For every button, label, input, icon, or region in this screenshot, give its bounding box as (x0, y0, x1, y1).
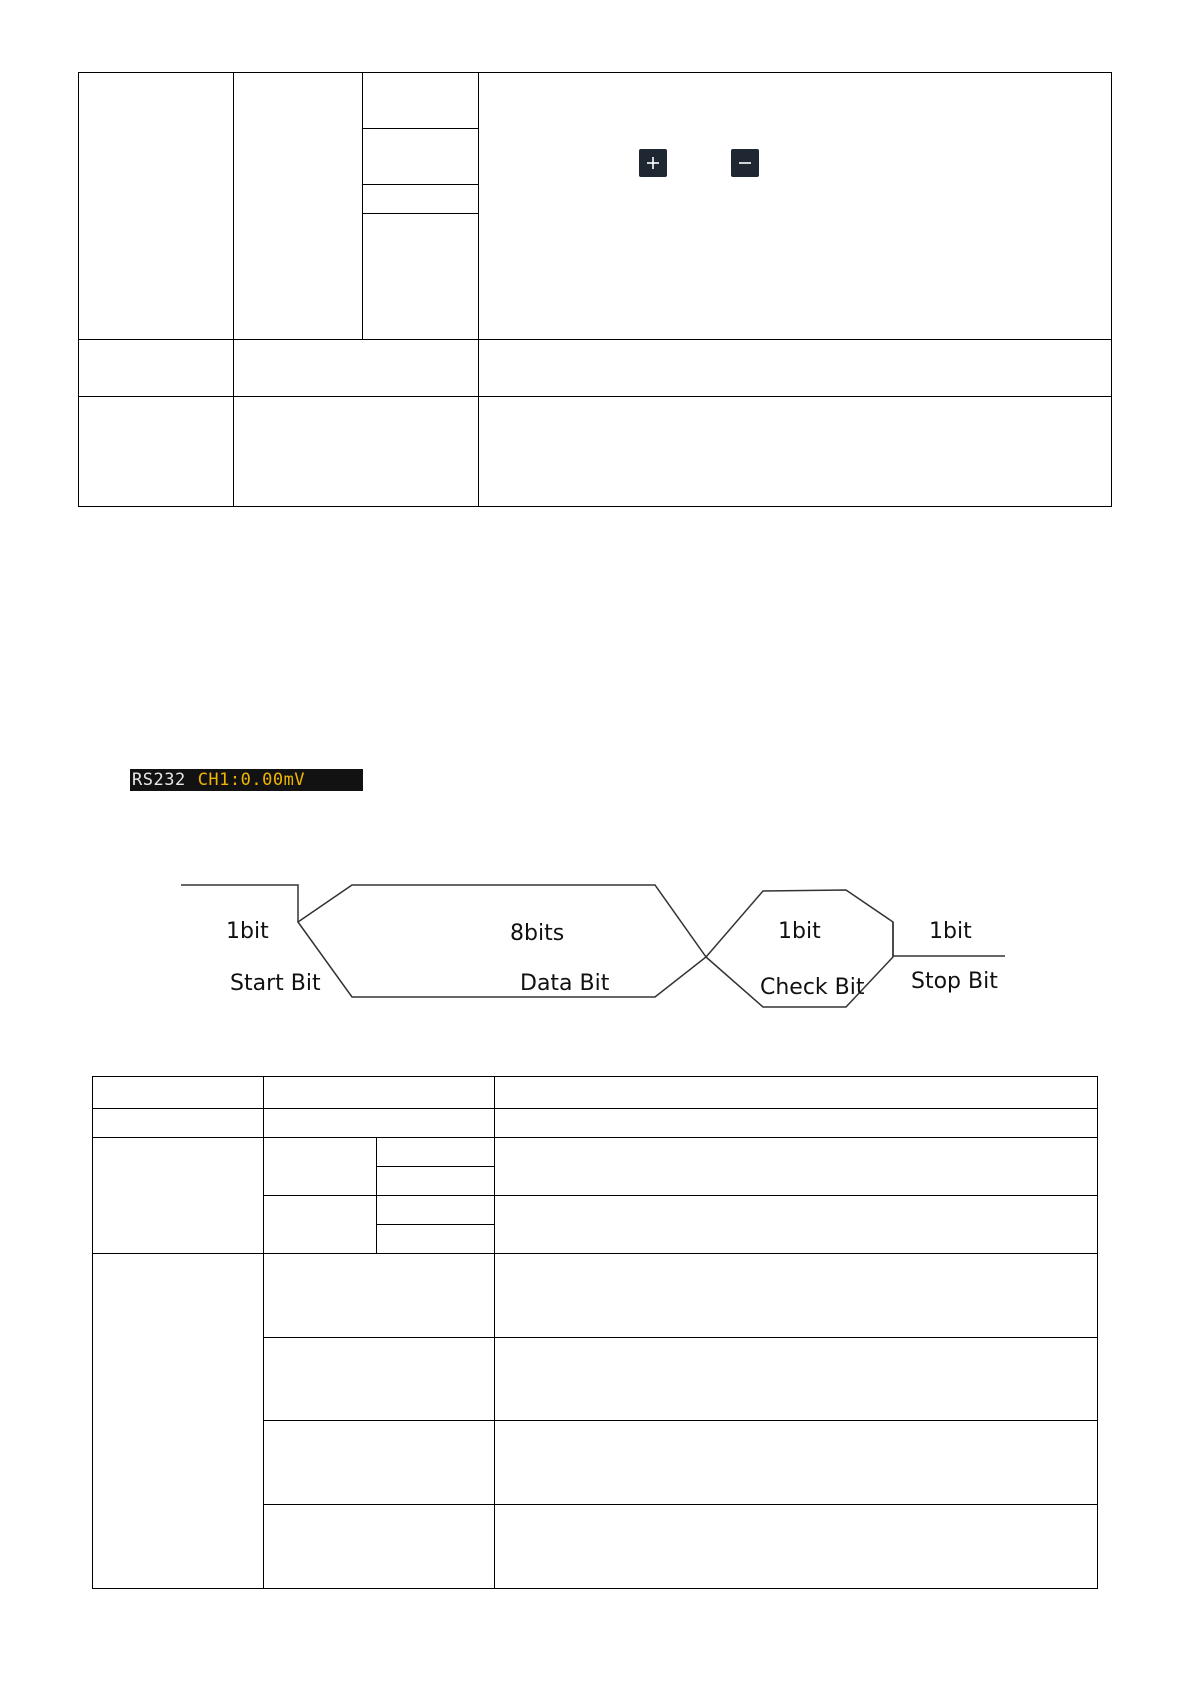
data-bit-label: Data Bit (520, 971, 610, 996)
data-bits-count: 8bits (510, 921, 565, 946)
lower-table-border-left (92, 1076, 93, 1589)
channel-level-readout: CH1:0.00mV (197, 770, 306, 790)
plus-button[interactable] (639, 149, 667, 177)
minus-button[interactable] (731, 149, 759, 177)
trigger-status-bar (130, 769, 363, 791)
lower-table-row-divider-4 (92, 1253, 1098, 1254)
upper-table-subrow-divider-3 (362, 213, 479, 214)
lower-table-subrow-divider-2 (376, 1224, 495, 1225)
lower-table-border-top (92, 1076, 1098, 1077)
lower-table-subrow-divider-1 (376, 1166, 495, 1167)
lower-table-col-divider-3 (494, 1076, 495, 1589)
upper-table-border-right (1111, 72, 1112, 507)
upper-table-subrow-divider-2 (362, 184, 479, 185)
data-bits-envelope (298, 885, 706, 997)
start-bit-label: Start Bit (230, 971, 321, 996)
lower-table-row-divider-5 (263, 1337, 1098, 1338)
idle-line (181, 885, 298, 922)
lower-table-row-divider-2 (92, 1137, 1098, 1138)
stop-bit-label: Stop Bit (911, 969, 998, 994)
upper-table-col-divider-3 (478, 72, 479, 507)
upper-table-border-left (78, 72, 79, 507)
stop-bit-count: 1bit (929, 919, 972, 944)
protocol-label: RS232 (132, 770, 186, 790)
upper-table-subrow-divider-1 (362, 128, 479, 129)
check-bit-label: Check Bit (760, 975, 865, 1000)
lower-table-row-divider-7 (263, 1504, 1098, 1505)
lower-table-border-right (1097, 1076, 1098, 1589)
upper-table-col-divider-2 (362, 72, 363, 340)
start-bit-count: 1bit (226, 919, 269, 944)
upper-table-row-divider-2 (78, 396, 1112, 397)
lower-table-border-bottom (92, 1588, 1098, 1589)
minus-icon (737, 155, 753, 171)
check-bit-count: 1bit (778, 919, 821, 944)
upper-table-row-divider-1 (78, 339, 1112, 340)
lower-table-row-divider-6 (263, 1420, 1098, 1421)
plus-icon (645, 155, 661, 171)
lower-table-col-divider-1 (263, 1076, 264, 1589)
rs232-frame-diagram (170, 870, 1010, 1010)
lower-table-row-divider-3 (263, 1195, 1098, 1196)
upper-table-col-divider-1 (233, 72, 234, 507)
lower-table-row-divider-1 (92, 1108, 1098, 1109)
